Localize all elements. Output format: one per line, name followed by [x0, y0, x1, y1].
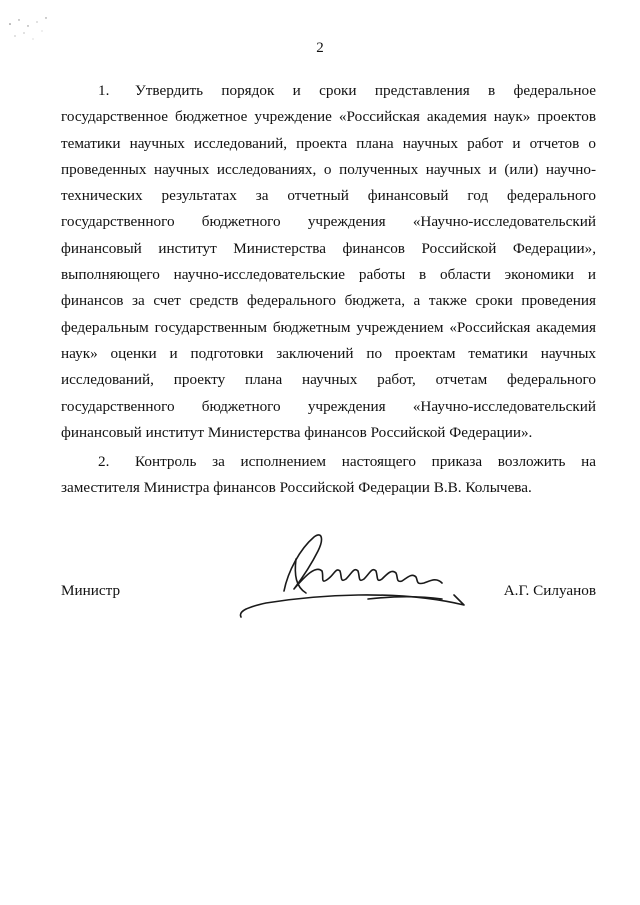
paragraph-1-number: 1.	[98, 82, 110, 99]
paragraph-2-number: 2.	[98, 453, 110, 471]
order-body	[61, 78, 596, 502]
signer-position: Министр	[61, 582, 121, 599]
signer-name: А.Г. Силуанов	[503, 582, 596, 599]
paragraph-2-text: Контроль за исполнением настоящего приказа возложить на заместителя Министра финансов Российской Федерации В.В. Колычева.	[61, 453, 596, 497]
paragraph-1	[61, 78, 596, 446]
page-number: 2	[316, 40, 324, 56]
paragraph-2	[61, 449, 596, 502]
handwritten-signature	[236, 525, 468, 625]
paragraph-1-text: Утвердить порядок и сроки представления в федеральное государственное бюджетное учреждение «Российская академия наук» проектов тематики научных исследований, проекта плана научных работ и отчетов о проведенных научных исследованиях, о полученных научных и (или) научно-технических результатах за отчетный финансовый год федерального государственного бюджетного учреждения «Научно-исследовательский финансовый институт Министерства финансов Российской Федерации», выполняющего научно-исследовательские работы в области экономики и финансов за счет средств федерального бюджета, а также сроки проведения федеральным государственным бюджетным учреждением «Российская академия наук» оценки и подготовки заключений по проектам тематики научных исследований, проекту плана научных работ, отчетам федерального государственного бюджетного учреждения «Научно-исследовательский финансовый институт Министерства финансов Российской Федерации».	[61, 82, 596, 441]
